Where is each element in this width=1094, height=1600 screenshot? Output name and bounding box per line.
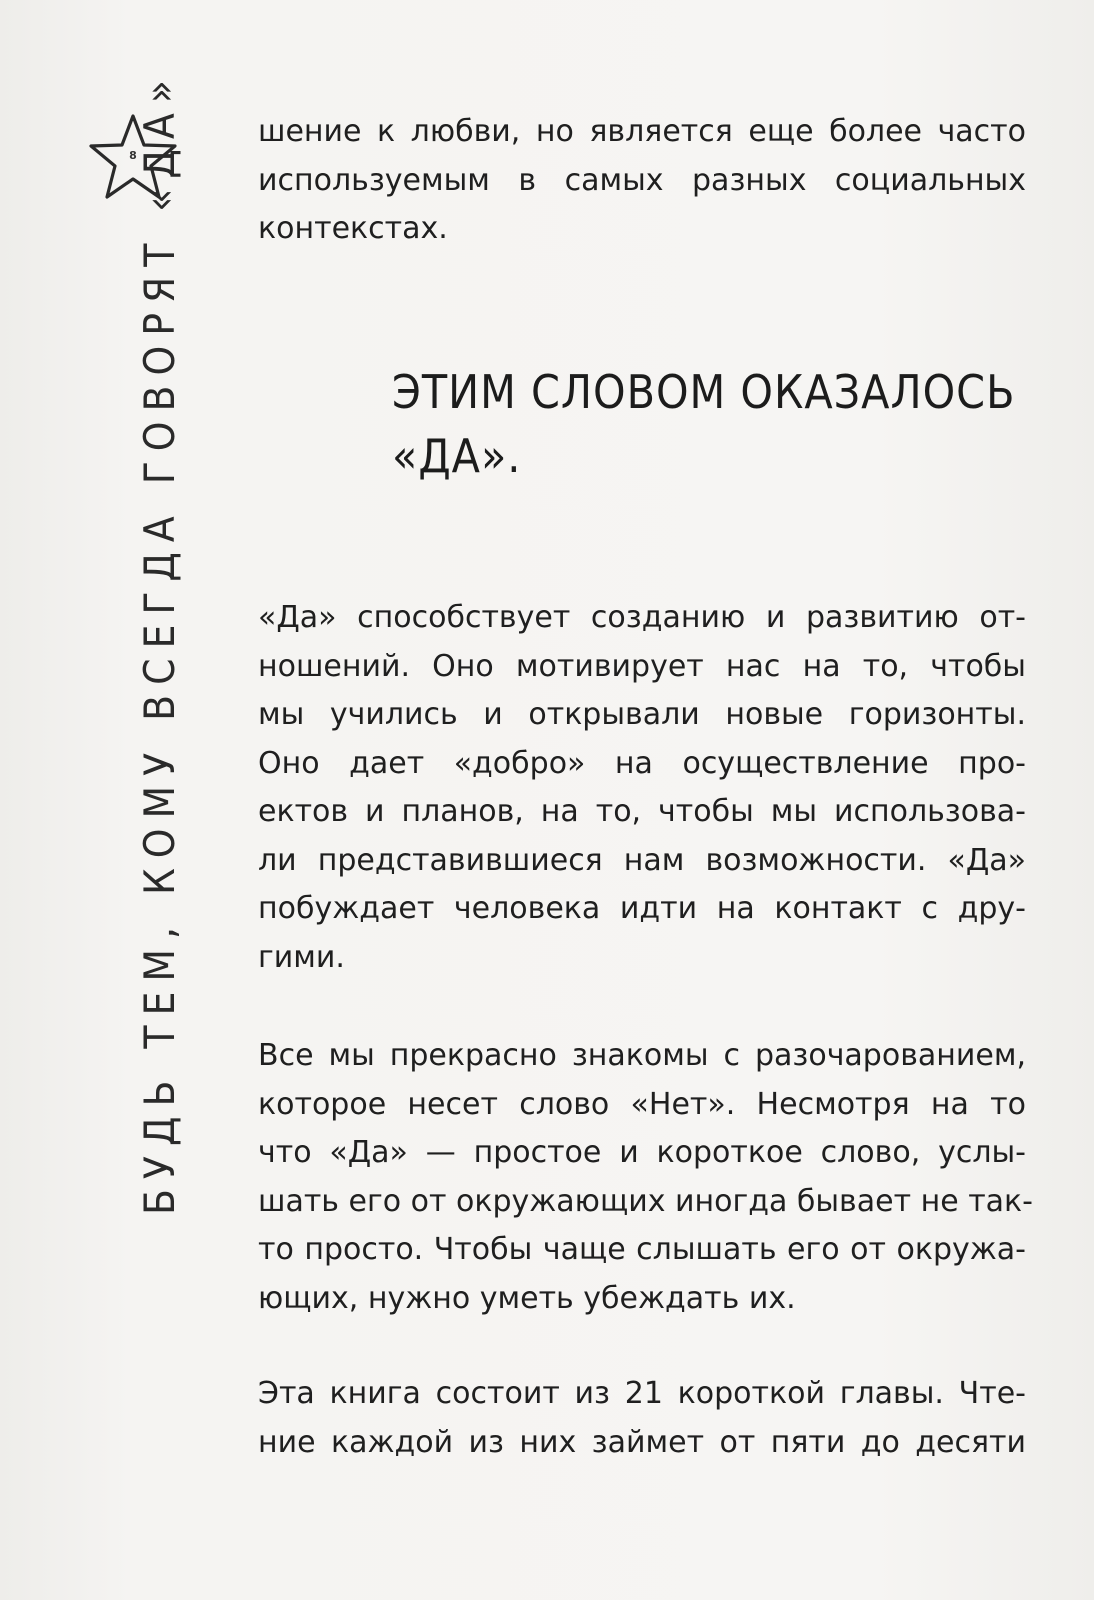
heading-line: ЭТИМ СЛОВОМ ОКАЗАЛОСЬ — [392, 365, 1016, 419]
text-line: Эта книга состоит из 21 короткой главы. Чте- — [258, 1376, 1026, 1411]
text-line: мы учились и открывали новые горизонты. — [258, 697, 1026, 732]
text-line: «Да» способствует созданию и развитию от- — [258, 600, 1026, 635]
text-line: ющих, нужно уметь убеждать их. — [258, 1280, 796, 1316]
section-heading — [392, 360, 1016, 488]
text-line: Все мы прекрасно знакомы с разочарованием, — [258, 1038, 1026, 1073]
text-line: контекстах. — [258, 211, 448, 246]
paragraph-3 — [258, 1370, 1026, 1467]
page-number: 8 — [129, 149, 137, 162]
text-line: гими. — [258, 939, 345, 975]
text-line: шать его от окружающих иногда бывает не так- — [258, 1183, 1034, 1219]
text-line: используемым в самых разных социальных — [258, 162, 1026, 198]
text-line: ли представившиеся нам возможности. «Да» — [258, 842, 1026, 878]
text-line: шение к любви, но является еще более часто — [258, 114, 1026, 149]
text-line: ние каждой из них займет от пяти до десяти — [258, 1424, 1026, 1460]
running-head: БУДЬ ТЕМ, КОМУ ВСЕГДА ГОВОРЯТ «ДА» — [135, 70, 184, 1215]
text-line: которое несет слово «Нет». Несмотря на то — [258, 1086, 1026, 1122]
text-line: ектов и планов, на то, чтобы мы использова- — [258, 794, 1026, 829]
heading-line: «ДА». — [392, 429, 522, 483]
text-line: то просто. Чтобы чаще слышать его от окружа- — [258, 1232, 1026, 1267]
text-line: побуждает человека идти на контакт с дру- — [258, 891, 1026, 926]
text-line: Оно дает «добро» на осуществление про- — [258, 745, 1026, 781]
paragraph-1 — [258, 594, 1026, 982]
text-line: что «Да» — простое и короткое слово, услы- — [258, 1135, 1026, 1170]
paragraph-intro — [258, 108, 1026, 254]
text-line: ношений. Оно мотивирует нас на то, чтобы — [258, 648, 1026, 684]
paragraph-2 — [258, 1032, 1034, 1323]
